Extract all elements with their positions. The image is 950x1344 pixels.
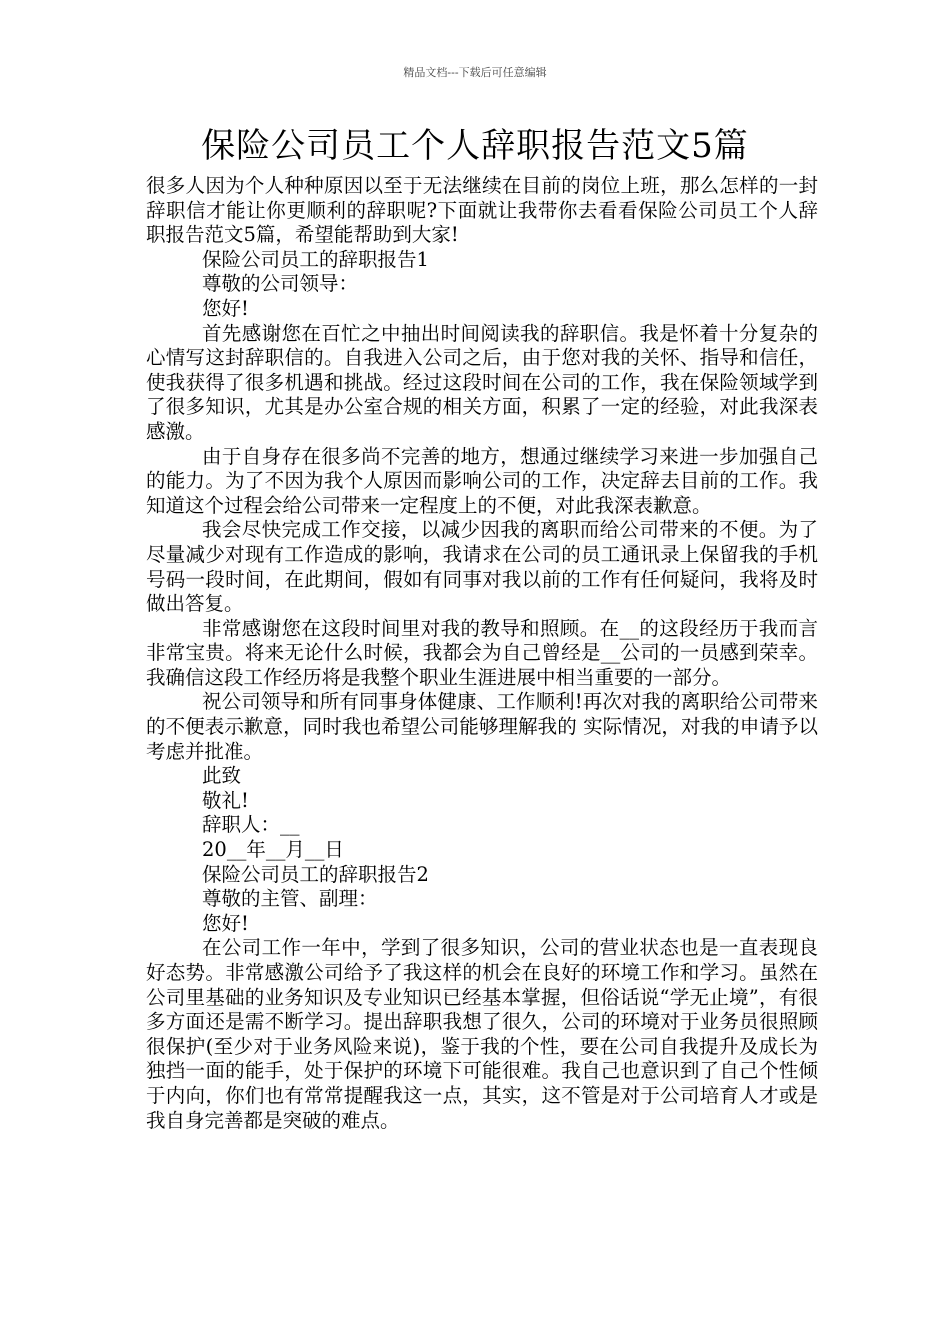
paragraph: 保险公司员工的辞职报告1	[202, 247, 429, 271]
document-title: 保险公司员工个人辞职报告范文5篇	[201, 126, 749, 166]
paragraph: 您好!	[202, 296, 249, 320]
paragraph: 此致	[202, 764, 242, 788]
document-body	[146, 174, 818, 1133]
paragraph: 尊敬的公司领导：	[202, 272, 359, 296]
paragraph: 由于自身存在很多尚不完善的地方，想通过继续学习来进一步加强自己的能力。为了不因为我个人原因而影响公司的工作，决定辞去目前的工作。我知道这个过程会给公司带来一定程度上的不便，对此我深表歉意。	[146, 444, 818, 517]
paragraph: 敬礼!	[202, 788, 249, 812]
paragraph: 我会尽快完成工作交接，以减少因我的离职而给公司带来的不便。为了尽量减少对现有工作造成的影响，我请求在公司的员工通讯录上保留我的手机号码一段时间，在此期间，假如有同事对我以前的工作有任何疑问，我将及时做出答复。	[146, 518, 818, 616]
paragraph: 很多人因为个人种种原因以至于无法继续在目前的岗位上班，那么怎样的一封辞职信才能让你更顺利的辞职呢?下面就让我带你去看看保险公司员工个人辞职报告范文5篇，希望能帮助到大家!	[146, 174, 818, 247]
paragraph: 保险公司员工的辞职报告2	[202, 862, 429, 886]
paragraph: 非常感谢您在这段时间里对我的教导和照顾。在__的这段经历于我而言非常宝贵。将来无论什么时候，我都会为自己曾经是__公司的一员感到荣幸。我确信这段工作经历将是我整个职业生涯进展中相当重要的一部分。	[146, 616, 818, 689]
paragraph: 20__年__月__日	[202, 838, 344, 862]
paragraph: 在公司工作一年中，学到了很多知识，公司的营业状态也是一直表现良好态势。非常感激公司给予了我这样的机会在良好的环境工作和学习。虽然在公司里基础的业务知识及专业知识已经基本掌握，但俗话说“学无止境”，有很多方面还是需不断学习。提出辞职我想了很久，公司的环境对于业务员很照顾很保护(至少对于业务风险来说)，鉴于我的个性，要在公司自我提升及成长为独挡一面的能手，处于保护的环境下可能很难。我自己也意识到了自己个性倾于内向，你们也有常常提醒我这一点，其实，这不管是对于公司培育人才或是我自身完善都是突破的难点。	[146, 936, 818, 1132]
paragraph: 辞职人：__	[202, 813, 300, 837]
paragraph: 尊敬的主管、副理：	[202, 887, 378, 911]
paragraph: 首先感谢您在百忙之中抽出时间阅读我的辞职信。我是怀着十分复杂的心情写这封辞职信的。自我进入公司之后，由于您对我的关怀、指导和信任，使我获得了很多机遇和挑战。经过这段时间在公司的工作，我在保险领域学到了很多知识，尤其是办公室合规的相关方面，积累了一定的经验，对此我深表感激。	[146, 321, 818, 443]
paragraph: 祝公司领导和所有同事身体健康、工作顺利!再次对我的离职给公司带来的不便表示歉意，同时我也希望公司能够理解我的 实际情况，对我的申请予以考虑并批准。	[146, 690, 818, 763]
page-header: 精品文档---下载后可任意编辑	[403, 66, 547, 79]
paragraph: 您好!	[202, 911, 249, 935]
